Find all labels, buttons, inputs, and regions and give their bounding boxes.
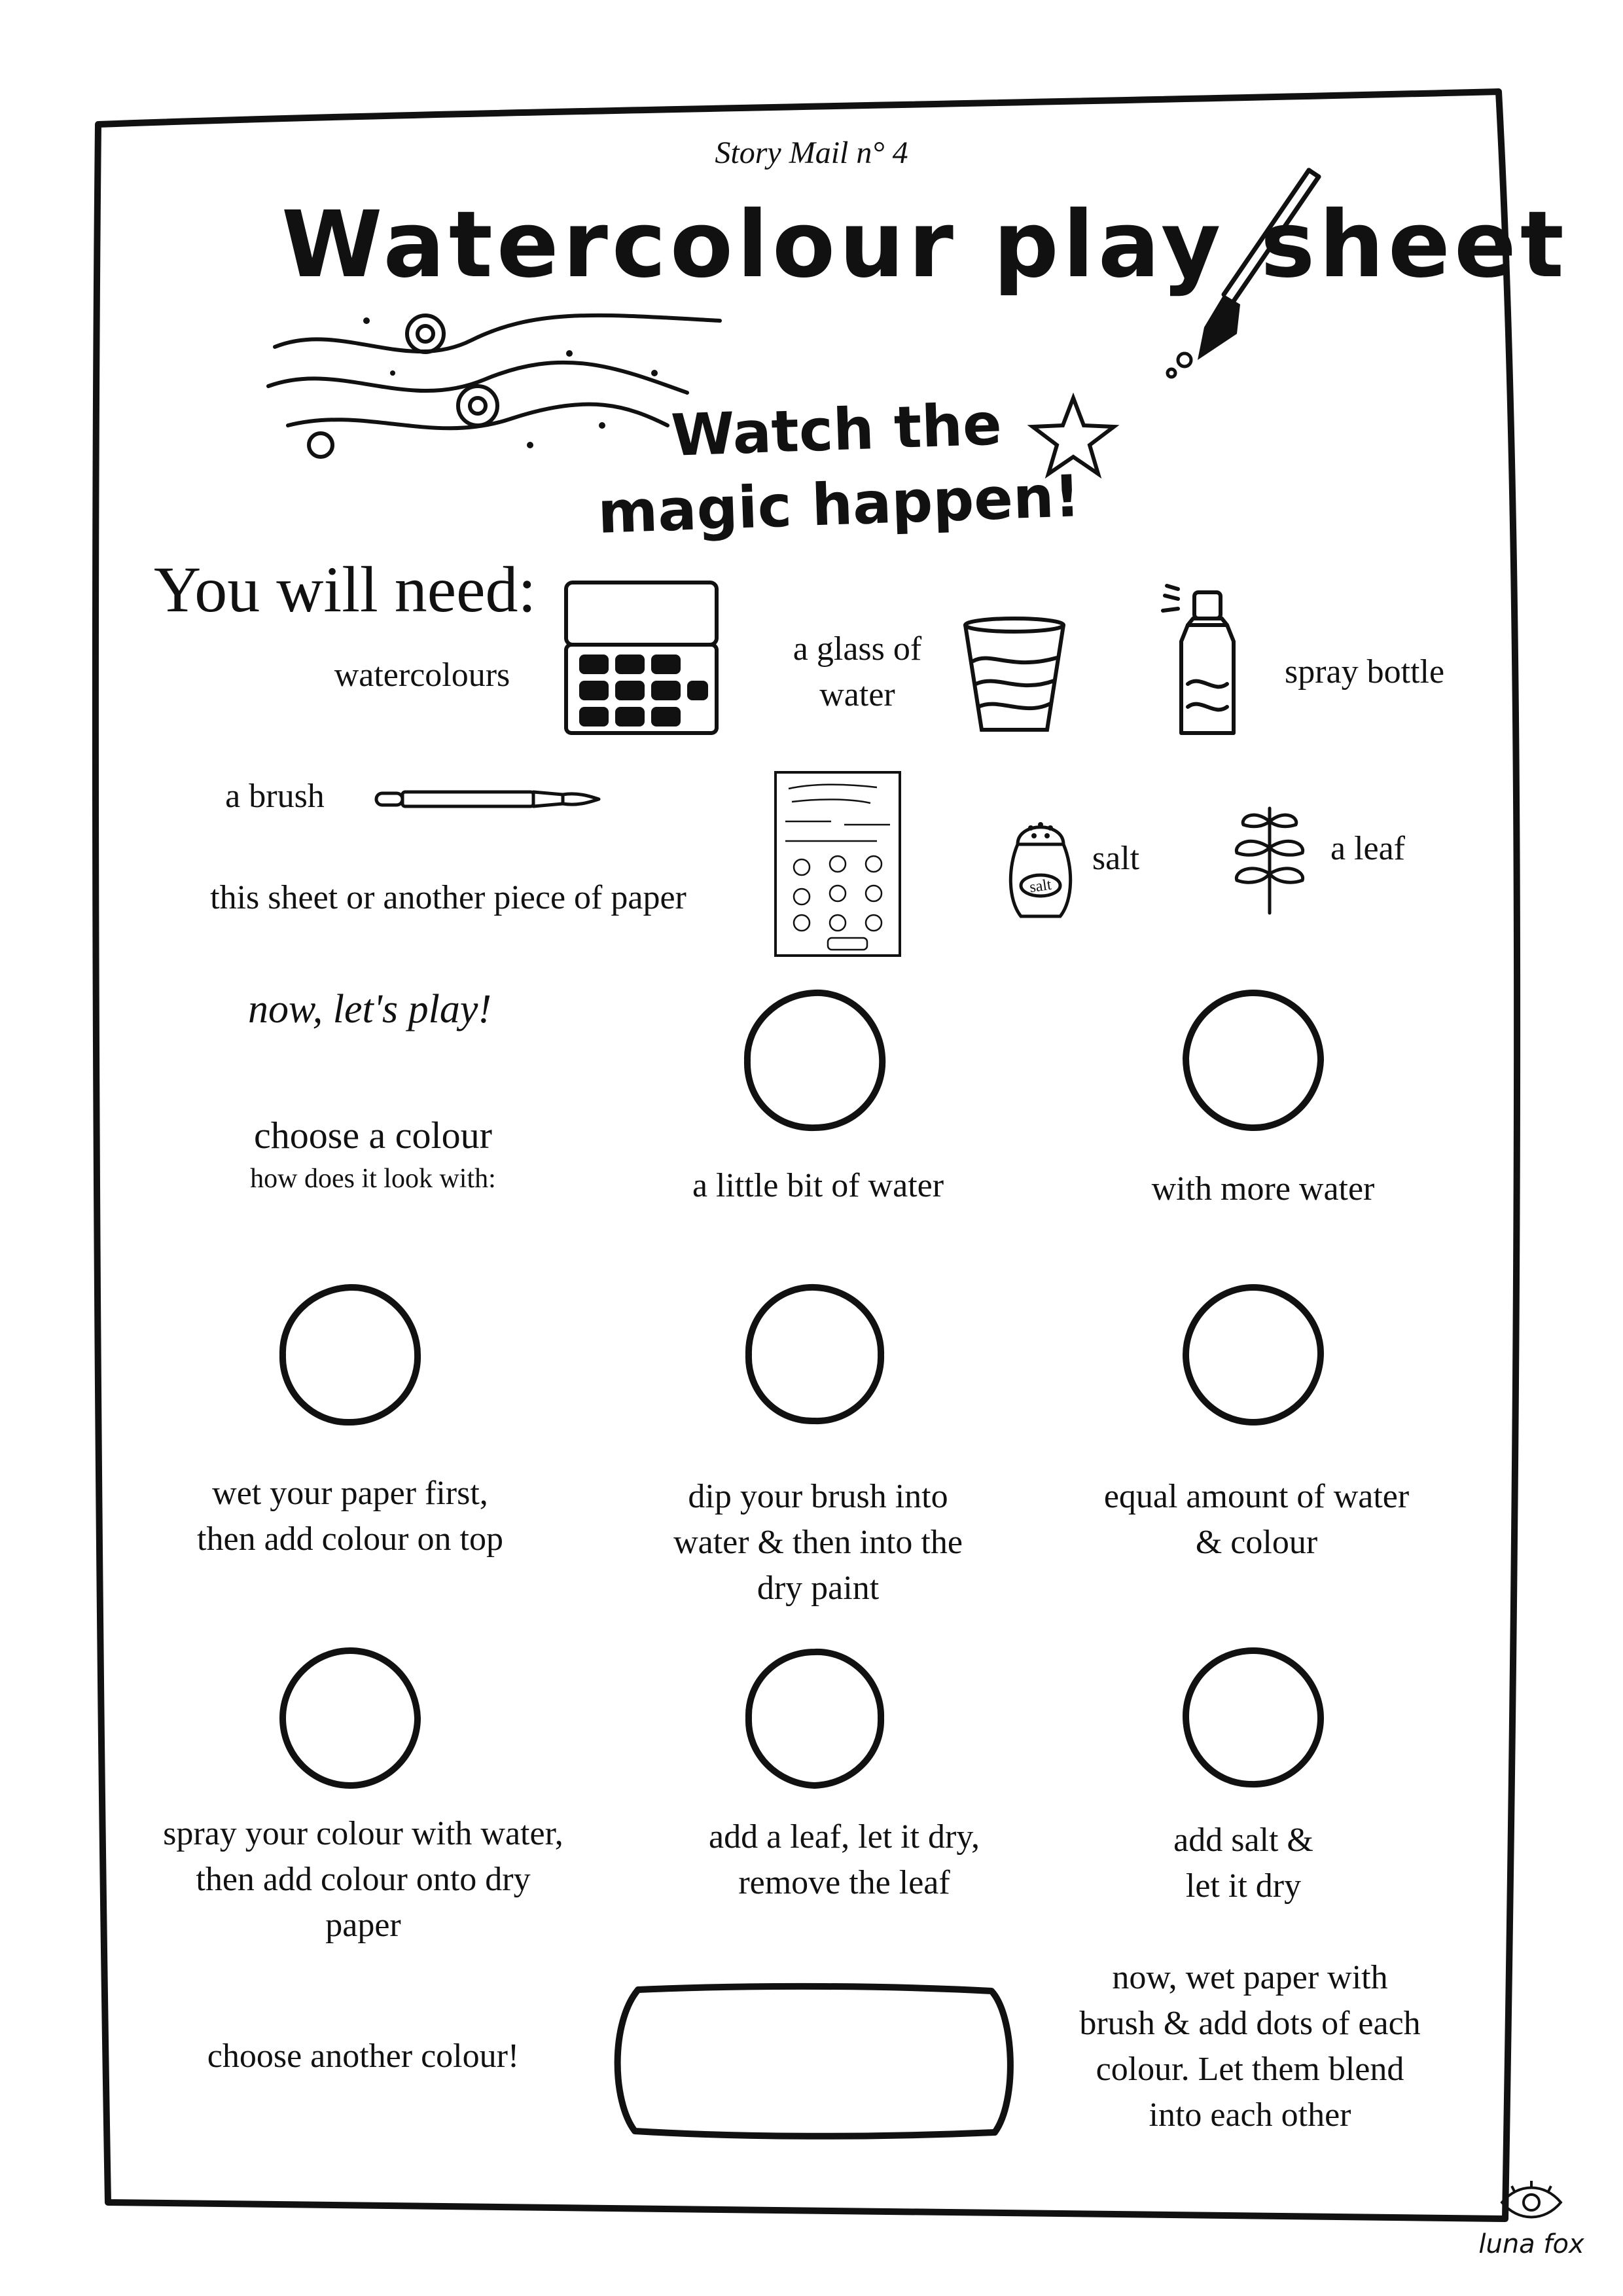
label-equal-line1: equal amount of water bbox=[1103, 1478, 1410, 1515]
choose-colour-subheading: how does it look with: bbox=[250, 1164, 496, 1194]
label-leaf-line1: add a leaf, let it dry, bbox=[709, 1818, 980, 1856]
paint-circle-spray[interactable] bbox=[275, 1643, 425, 1793]
salt-shaker-icon bbox=[1005, 808, 1077, 923]
choose-colour-heading: choose a colour bbox=[254, 1114, 492, 1157]
label-blend-line3: colour. Let them blend bbox=[1096, 2051, 1404, 2088]
paint-circle-salt[interactable] bbox=[1178, 1643, 1329, 1793]
brand-logo: luna fox bbox=[1478, 2229, 1584, 2259]
label-glass-line2: water bbox=[819, 676, 895, 713]
label-dip-line2: water & then into the bbox=[673, 1524, 963, 1561]
label-leaf-line2: remove the leaf bbox=[738, 1864, 950, 1901]
label-glass-line1: a glass of bbox=[793, 630, 922, 668]
page-title: Watercolour play sheet bbox=[281, 192, 1568, 298]
page-subtitle: Watch the magic happen! bbox=[596, 390, 1082, 547]
water-glass-icon bbox=[959, 615, 1070, 740]
paint-circle-more-water[interactable] bbox=[1178, 985, 1329, 1136]
label-brush: a brush bbox=[225, 778, 325, 815]
label-blend-line2: brush & add dots of each bbox=[1079, 2005, 1421, 2042]
paintbrush-illustration-icon bbox=[1165, 164, 1335, 380]
label-salt-line1: add salt & bbox=[1173, 1821, 1313, 1859]
label-little-water: a little bit of water bbox=[692, 1167, 944, 1204]
label-watercolours: watercolours bbox=[334, 656, 510, 694]
paint-circle-leaf[interactable] bbox=[740, 1643, 890, 1793]
mini-sheet-thumbnail-icon bbox=[772, 769, 903, 959]
label-another-colour: choose another colour! bbox=[207, 2037, 520, 2075]
paint-circle-equal-amount[interactable] bbox=[1178, 1280, 1329, 1430]
paint-circle-little-water[interactable] bbox=[740, 985, 890, 1136]
spray-bottle-icon bbox=[1162, 586, 1260, 743]
brush-icon bbox=[373, 785, 602, 812]
label-spray-line1: spray your colour with water, bbox=[163, 1815, 563, 1852]
salt-shaker-label: salt bbox=[1028, 876, 1053, 897]
leaf-icon bbox=[1227, 802, 1312, 916]
label-dip-line1: dip your brush into bbox=[688, 1478, 948, 1515]
swirl-decoration bbox=[262, 295, 733, 465]
play-intro: now, let's play! bbox=[248, 987, 491, 1031]
label-salt: salt bbox=[1092, 840, 1140, 877]
label-leaf: a leaf bbox=[1330, 830, 1405, 867]
star-icon bbox=[1027, 393, 1119, 478]
label-spray-line2: then add colour onto dry bbox=[196, 1861, 531, 1898]
label-equal-line2: & colour bbox=[1195, 1524, 1318, 1561]
materials-heading: You will need: bbox=[154, 553, 537, 626]
label-paper: this sheet or another piece of paper bbox=[210, 879, 687, 916]
paint-circle-dip-brush[interactable] bbox=[740, 1280, 890, 1430]
label-blend-line4: into each other bbox=[1149, 2096, 1351, 2134]
label-wet-first-line2: then add colour on top bbox=[197, 1520, 503, 1558]
paint-palette-icon bbox=[560, 576, 730, 740]
label-dip-line3: dry paint bbox=[757, 1570, 880, 1607]
label-spray-bottle: spray bottle bbox=[1284, 653, 1445, 691]
paint-blend-box[interactable] bbox=[599, 1977, 1024, 2147]
paint-circle-wet-first[interactable] bbox=[275, 1280, 425, 1430]
eye-logo-icon bbox=[1499, 2179, 1564, 2225]
label-salt-line2: let it dry bbox=[1185, 1867, 1302, 1905]
label-wet-first-line1: wet your paper first, bbox=[212, 1475, 488, 1512]
label-spray-line3: paper bbox=[325, 1907, 401, 1944]
story-mail-label: Story Mail n° 4 bbox=[715, 135, 908, 170]
label-more-water: with more water bbox=[1151, 1170, 1375, 1208]
label-blend-line1: now, wet paper with bbox=[1112, 1959, 1388, 1996]
